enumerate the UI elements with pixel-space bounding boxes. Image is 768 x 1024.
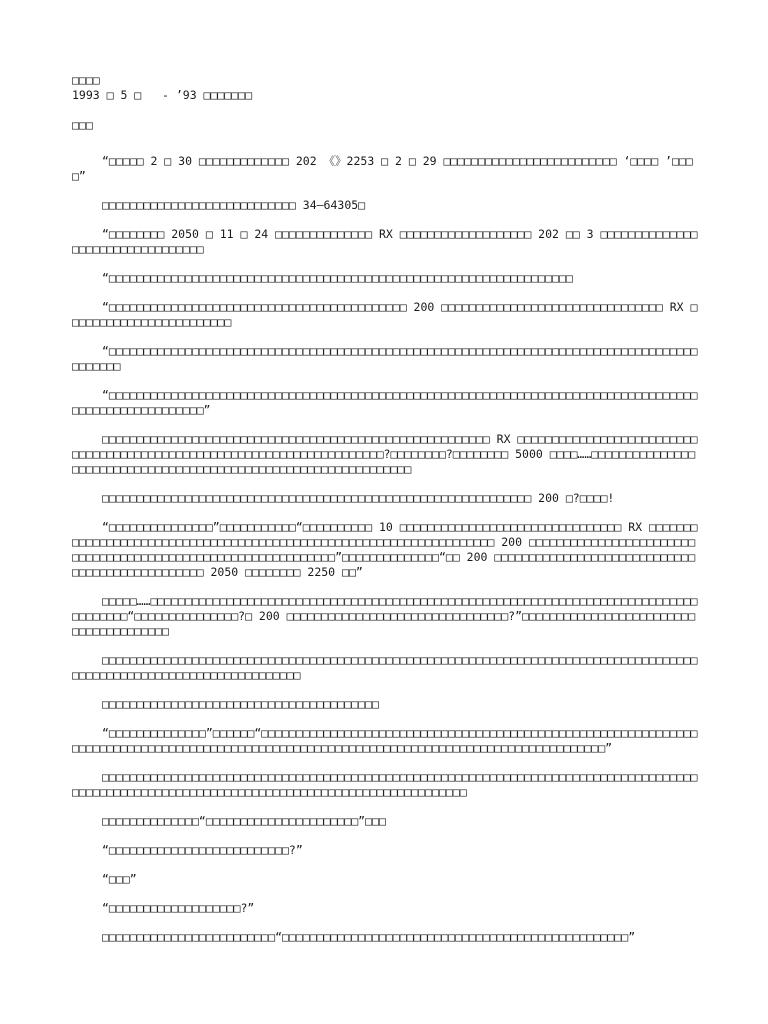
paragraph-16: □□□□□□□□□□□□□□“□□□□□□□□□□□□□□□□□□□□□□”□□□ bbox=[102, 814, 386, 828]
paragraph-3: “□□□□□□□□ 2050 □ 11 □ 24 □□□□□□□□□□□□□□ RX □□□□□□□□□□□□□□□□□□□ 202 □□ 3 □□□□□□□□□□□□□□□□□□□□□□□□□□□□□□□□□ bbox=[72, 227, 698, 256]
paragraph-2: □□□□□□□□□□□□□□□□□□□□□□□□□□□□ 34—64305□ bbox=[102, 198, 366, 212]
paragraph-18: “□□□” bbox=[102, 872, 137, 886]
paragraph-4: “□□□□□□□□□□□□□□□□□□□□□□□□□□□□□□□□□□□□□□□□□□□□□□□□□□□□□□□□□□□□□□□□□□□ bbox=[102, 271, 573, 285]
paragraph-1: “□□□□□ 2 □ 30 □□□□□□□□□□□□□ 202 《》2253 □ 2 □ 29 □□□□□□□□□□□□□□□□□□□□□□□□□ ‘□□□□ ’□□□□” bbox=[72, 154, 693, 183]
header-date-line: 1993 □ 5 □ - ’93 □□□□□□□ bbox=[72, 88, 253, 102]
paragraph-6: “□□□□□□□□□□□□□□□□□□□□□□□□□□□□□□□□□□□□□□□□□□□□□□□□□□□□□□□□□□□□□□□□□□□□□□□□□□□□□□□□□□□□□□□□□□□□ bbox=[72, 344, 698, 373]
paragraph-12: □□□□□□□□□□□□□□□□□□□□□□□□□□□□□□□□□□□□□□□□□□□□□□□□□□□□□□□□□□□□□□□□□□□□□□□□□□□□□□□□□□□□□□□□□□□□□□□□□□□□□□□□□□□□□□□□□□□□□□□ bbox=[72, 653, 698, 682]
paragraph-15: □□□□□□□□□□□□□□□□□□□□□□□□□□□□□□□□□□□□□□□□□□□□□□□□□□□□□□□□□□□□□□□□□□□□□□□□□□□□□□□□□□□□□□□□□□□□□□□□□□□□□□□□□□□□□□□□□□□□□□□□□□□□□□□□□□□□□□□□□□□□□□□ bbox=[72, 770, 698, 799]
header-title: □□□□ bbox=[72, 73, 100, 87]
paragraph-7: “□□□□□□□□□□□□□□□□□□□□□□□□□□□□□□□□□□□□□□□□□□□□□□□□□□□□□□□□□□□□□□□□□□□□□□□□□□□□□□□□□□□□□□□□□□□□□□□□□□□□□□□□” bbox=[72, 388, 698, 417]
paragraph-10: “□□□□□□□□□□□□□□□”□□□□□□□□□□□“□□□□□□□□□□ 10 □□□□□□□□□□□□□□□□□□□□□□□□□□□□□□□□ RX □□□□□□□□□□□□□□□□□□□□□□□□□□□□□□□□□□□□□□□□□□□□□□□□□□□□□□□□□□□□□□□□□□□□ 200 □□□□□□□□□□□□□□□□□□□□□□□□□□□□□□□□□□□□□□□□□□□□□□□□□□□□□□□□□□□□□□”□□□□□□□□□□□□□□“□□ 200 □□□□□□□□□□□□□□□□□□□□□□□□□□□□□□□□□□□□□□□□□□□□□□□□ 2050 □□□□□□□□ 2250 □□” bbox=[72, 520, 698, 579]
paragraph-11: □□□□□……□□□□□□□□□□□□□□□□□□□□□□□□□□□□□□□□□□□□□□□□□□□□□□□□□□□□□□□□□□□□□□□□□□□□□□□□□□□□□□□□□□□□□□□“□□□□□□□□□□□□□□□?□ 200 □□□□□□□□□□□□□□□□□□□□□□□□□□□□□□□□?”□□□□□□□□□□□□□□□□□□□□□□□□□□□□□□□□□□□□□□□ bbox=[72, 594, 698, 638]
paragraph-5: “□□□□□□□□□□□□□□□□□□□□□□□□□□□□□□□□□□□□□□□□□□□ 200 □□□□□□□□□□□□□□□□□□□□□□□□□□□□□□□□ RX □□□□□□□□□□□□□□□□□□□□□□□□ bbox=[72, 300, 698, 329]
document-page bbox=[72, 73, 702, 945]
paragraph-8: □□□□□□□□□□□□□□□□□□□□□□□□□□□□□□□□□□□□□□□□□□□□□□□□□□□□□□□□ RX □□□□□□□□□□□□□□□□□□□□□□□□□□□□□□□□□□□□□□□□□□□□□□□□□□□□□□□□□□□□□□□□□□□□□□□?□□□□□□□□?□□□□□□□□ 5000 □□□□……□□□□□□□□□□□□□□□□□□□□□□□□□□□□□□□□□□□□□□□□□□□□□□□□□□□□□□□□□□□□□□□□ bbox=[72, 432, 698, 476]
paragraph-19: “□□□□□□□□□□□□□□□□□□□?” bbox=[102, 901, 255, 915]
paragraph-14: “□□□□□□□□□□□□□□”□□□□□□“□□□□□□□□□□□□□□□□□□□□□□□□□□□□□□□□□□□□□□□□□□□□□□□□□□□□□□□□□□□□□□□□□□□□□□□□□□□□□□□□□□□□□□□□□□□□□□□□□□□□□□□□□□□□□□□□□□□□□□□□□□□□□□□□□□□□□□□□□□□□” bbox=[72, 726, 698, 755]
paragraph-9: □□□□□□□□□□□□□□□□□□□□□□□□□□□□□□□□□□□□□□□□□□□□□□□□□□□□□□□□□□□□□□ 200 □?□□□□! bbox=[102, 491, 615, 505]
paragraph-13: □□□□□□□□□□□□□□□□□□□□□□□□□□□□□□□□□□□□□□□□ bbox=[102, 697, 379, 711]
paragraph-20: □□□□□□□□□□□□□□□□□□□□□□□□□“□□□□□□□□□□□□□□□□□□□□□□□□□□□□□□□□□□□□□□□□□□□□□□□□□□” bbox=[102, 930, 636, 944]
section-label: □□□ bbox=[72, 118, 93, 132]
paragraph-17: “□□□□□□□□□□□□□□□□□□□□□□□□□□?” bbox=[102, 843, 303, 857]
header-spacer bbox=[72, 103, 702, 118]
body-text bbox=[72, 154, 702, 945]
